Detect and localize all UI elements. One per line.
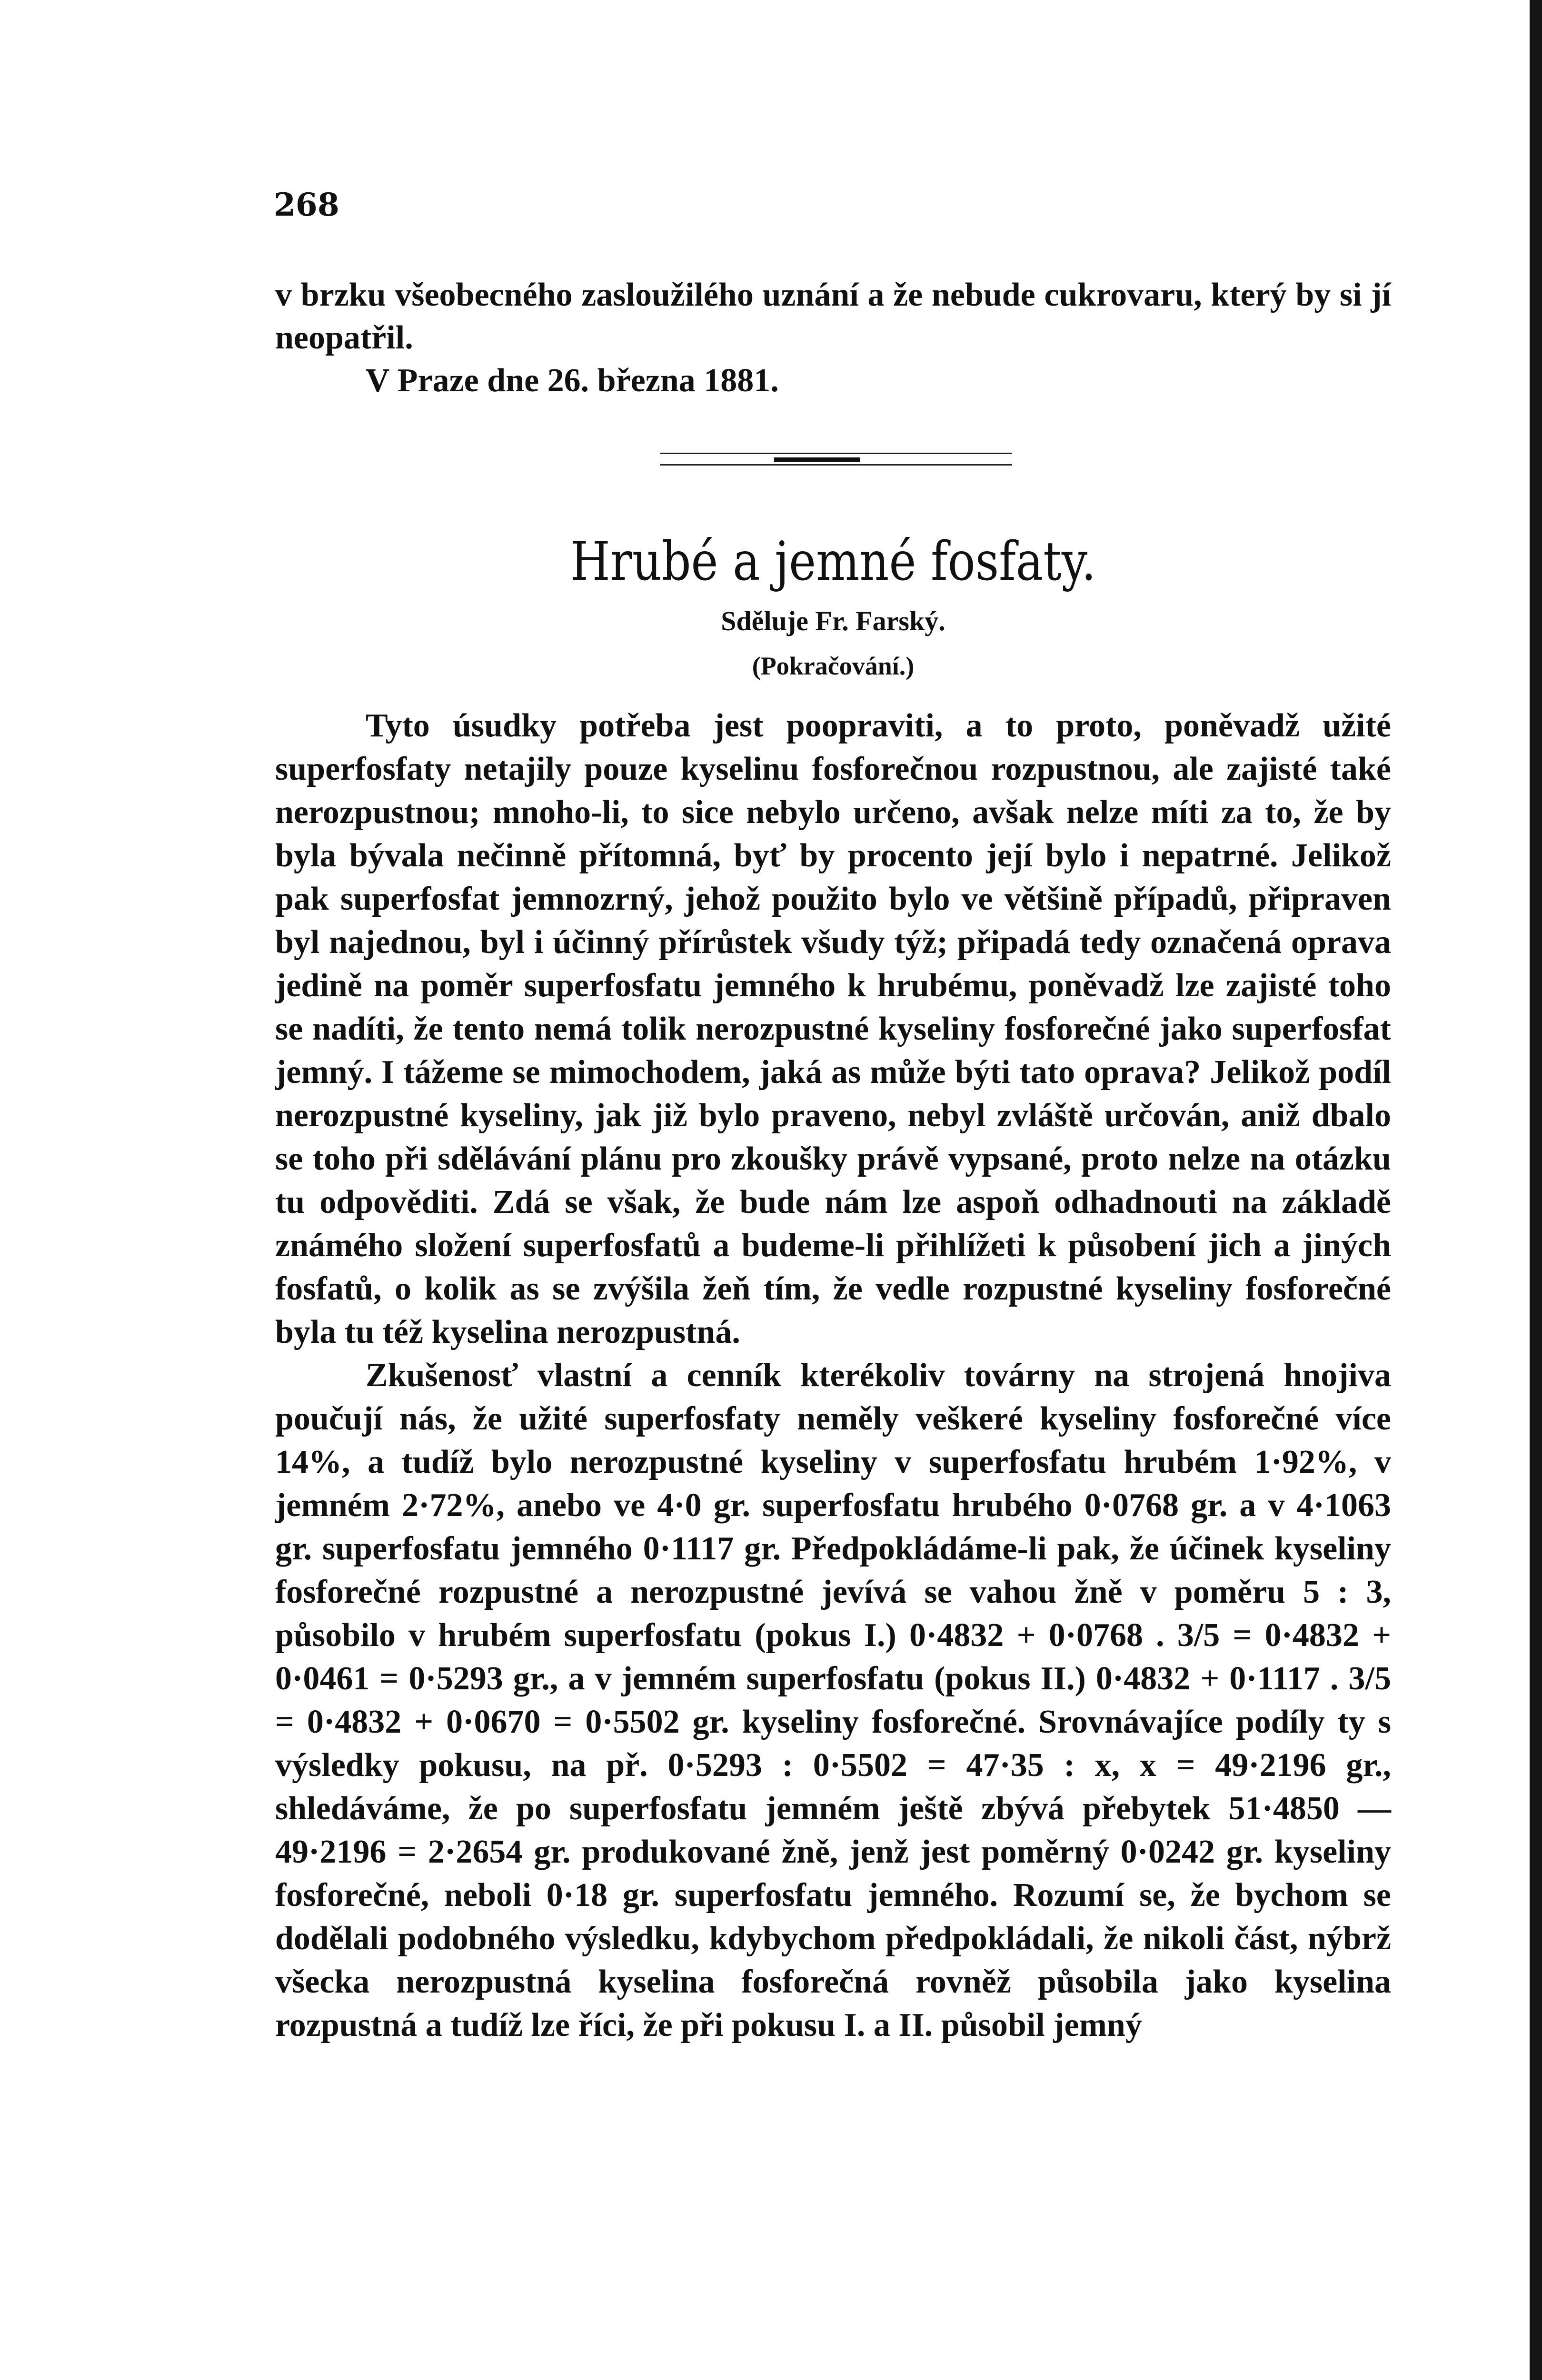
section-divider: [660, 450, 1012, 469]
continued-note: (Pokračování.): [752, 652, 915, 680]
body-paragraph-2: Zkušenosť vlastní a cenník kterékoliv továrny na strojená hnojiva poučují nás, že užité superfosfaty neměly veškeré kyseliny fosforečné více 14%, a tudíž bylo nerozpustné kyseliny v superfosfatu hrubém 1·92%, v jemném 2·72%, anebo ve 4·0 gr. superfosfatu hrubého 0·0768 gr. a v 4·1063 gr. superfosfatu jemného 0·1117 gr. Předpokládáme-li pak, že účinek kyseliny fosforečné rozpustné a nerozpustné jevívá se vahou žně v poměru 5 : 3, působilo v hrubém superfosfatu (pokus I.) 0·4832 + 0·0768 . 3/5 = 0·4832 + 0·0461 = 0·5293 gr., a v jemném superfosfatu (pokus II.) 0·4832 + 0·1117 . 3/5 = 0·4832 + 0·0670 = 0·5502 gr. kyseliny fosforečné. Srovnávajíce podíly ty s výsledky pokusu, na př. 0·5293 : 0·5502 = 47·35 : x, x = 49·2196 gr., shledáváme, že po superfosfatu jemném ještě zbývá přebytek 51·4850 — 49·2196 = 2·2654 gr. produkované žně, jenž jest poměrný 0·0242 gr. kyseliny fosforečné, neboli 0·18 gr. superfosfatu jemného. Rozumí se, že bychom se dodělali podobného výsledku, kdybychom předpokládali, že nikoli část, nýbrž všecka nerozpustná kyselina fosforečná rovněž působila jako kyselina rozpustná a tudíž lze říci, že při pokusu I. a II. působil jemný: [275, 1357, 1391, 2043]
article-title: Hrubé a jemné fosfaty.: [570, 531, 1096, 593]
intro-continuation: v brzku všeobecného zasloužilého uznání a že nebude cukrovaru, který by si jí neopatřil.: [275, 277, 1391, 356]
page-number: 268: [274, 186, 339, 223]
body-paragraph-1: Tyto úsudky potřeba jest poopraviti, a to proto, poněvadž užité superfosfaty netajily pouze kyselinu fosforečnou rozpustnou, ale zajisté také nerozpustnou; mnoho-li, to sice nebylo určeno, avšak nelze míti za to, že by byla bývala nečinně přítomná, byť by procento její bylo i nepatrné. Jelikož pak superfosfat jemnozrný, jehož použito bylo ve většině případů, připraven byl najednou, byl i účinný přírůstek všudy týž; připadá tedy označená oprava jedině na poměr superfosfatu jemného k hrubému, poněvadž lze zajisté toho se nadíti, že tento nemá tolik nerozpustné kyseliny fosforečné jako superfosfat jemný. I tážeme se mimochodem, jaká as může býti tato oprava? Jelikož podíl nerozpustné kyseliny, jak již bylo praveno, nebyl zvláště určován, aniž dbalo se toho při sdělávání plánu pro zkoušky právě vypsané, proto nelze na otázku tu odpověditi. Zdá se však, že bude nám lze aspoň odhadnouti na základě známého složení superfosfatů a budeme-li přihlížeti k působení jich a jiných fosfatů, o kolik as se zvýšila žeň tím, že vedle rozpustné kyseliny fosforečné byla tu též kyselina nerozpustná.: [275, 707, 1391, 1350]
page-content: [275, 274, 1391, 2047]
article-byline: Sděluje Fr. Farský.: [721, 605, 945, 636]
dateline: V Praze dne 26. března 1881.: [366, 362, 779, 399]
article-body: [275, 704, 1391, 2047]
page-edge-right: [1530, 0, 1542, 2380]
